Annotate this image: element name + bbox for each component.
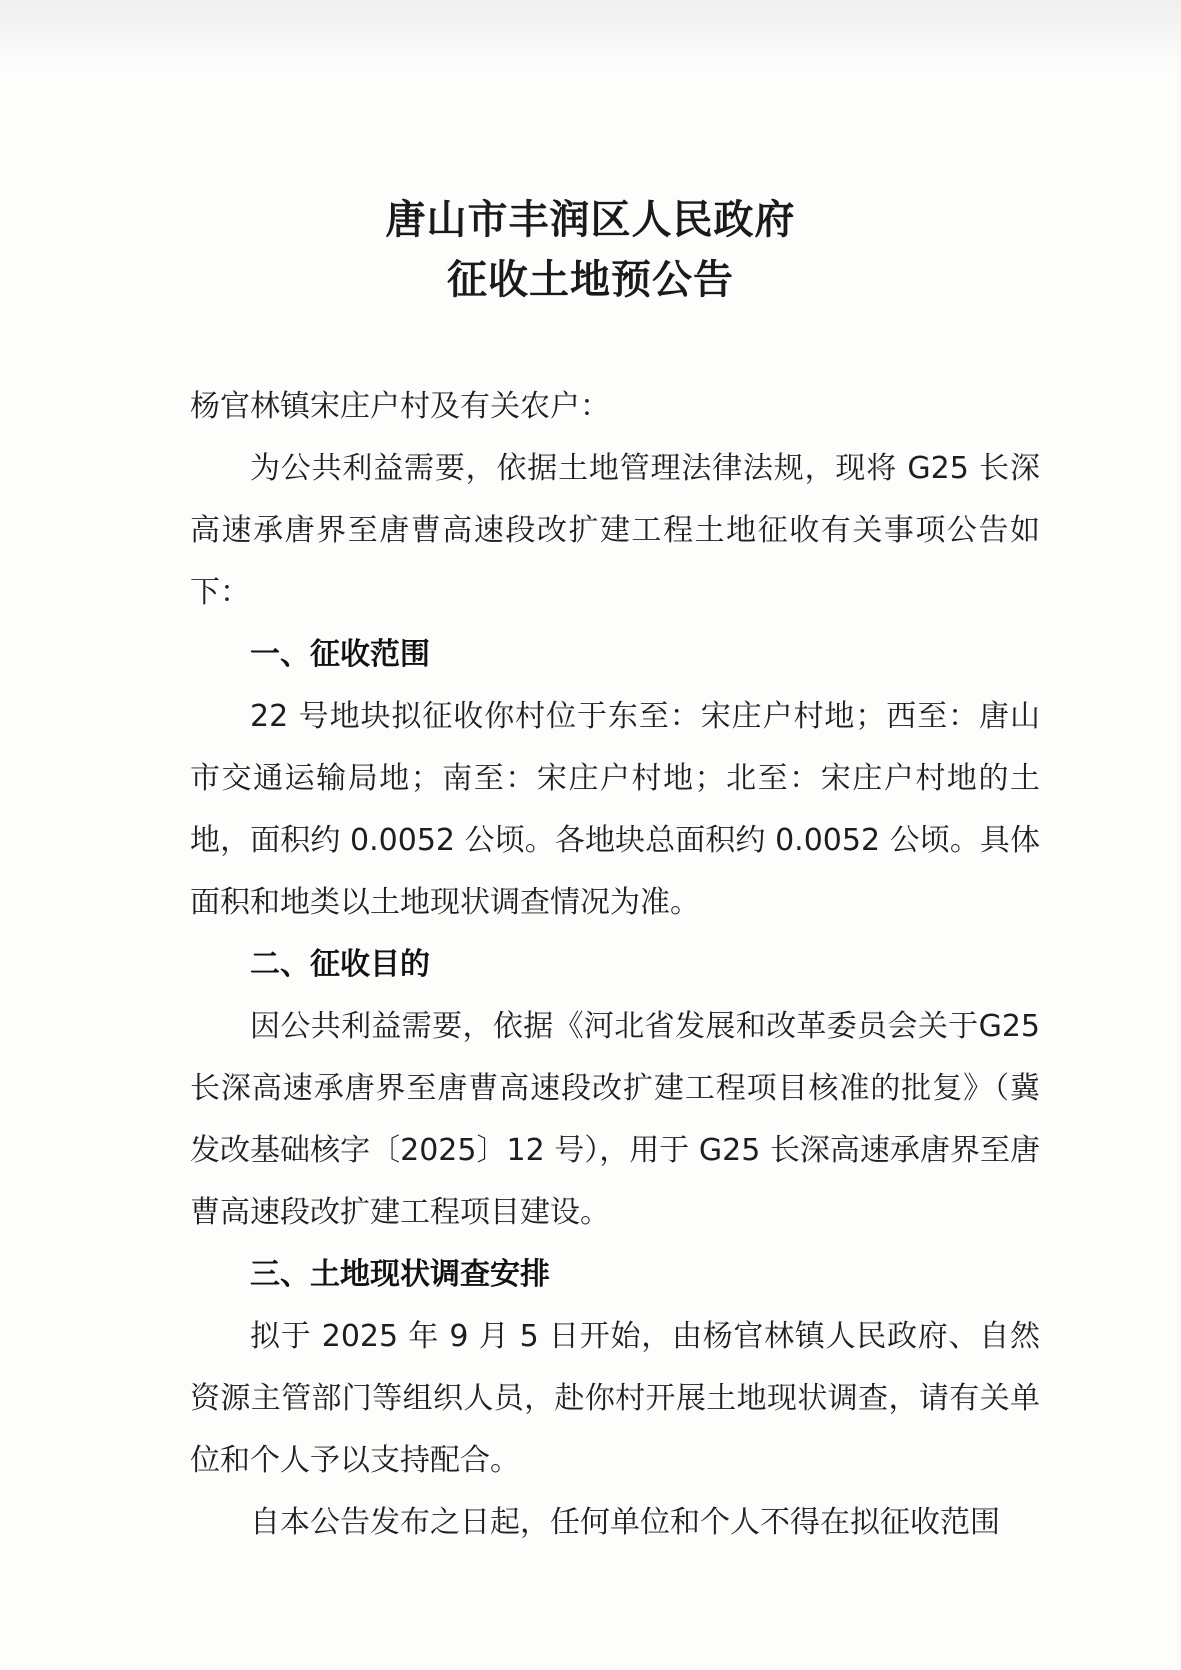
salutation: 杨官林镇宋庄户村及有关农户： xyxy=(190,389,610,424)
section-paragraph-restriction: 自本公告发布之日起，任何单位和个人不得在拟征收范围 xyxy=(250,1505,1000,1540)
scan-edge-shadow xyxy=(0,0,1181,70)
section-heading-survey: 三、土地现状调查安排 xyxy=(250,1257,550,1292)
title-line-2: 征收土地预公告 xyxy=(447,256,734,303)
section-heading-scope: 一、征收范围 xyxy=(250,637,430,672)
title-line-1: 唐山市丰润区人民政府 xyxy=(385,196,796,243)
intro-paragraph: 为公共利益需要，依据土地管理法律法规，现将 G25 长深高速承唐界至唐曹高速段改扩建工程土地征收有关事项公告如下： xyxy=(190,451,1040,610)
section-paragraph-scope: 22 号地块拟征收你村位于东至：宋庄户村地；西至：唐山市交通运输局地；南至：宋庄户村地；北至：宋庄户村地的土地，面积约 0.0052 公顷。各地块总面积约 0.0052 公顷。具体面积和地类以土地现状调查情况为准。 xyxy=(190,699,1040,920)
document-body xyxy=(190,376,1040,1554)
section-paragraph-survey: 拟于 2025 年 9 月 5 日开始，由杨官林镇人民政府、自然资源主管部门等组织人员，赴你村开展土地现状调查，请有关单位和个人予以支持配合。 xyxy=(190,1319,1040,1478)
document-title xyxy=(0,190,1181,310)
section-paragraph-purpose: 因公共利益需要，依据《河北省发展和改革委员会关于G25 长深高速承唐界至唐曹高速段改扩建工程项目核准的批复》（冀发改基础核字〔2025〕12 号），用于 G25 长深高速承唐界至唐曹高速段改扩建工程项目建设。 xyxy=(190,1009,1040,1230)
section-heading-purpose: 二、征收目的 xyxy=(250,947,430,982)
